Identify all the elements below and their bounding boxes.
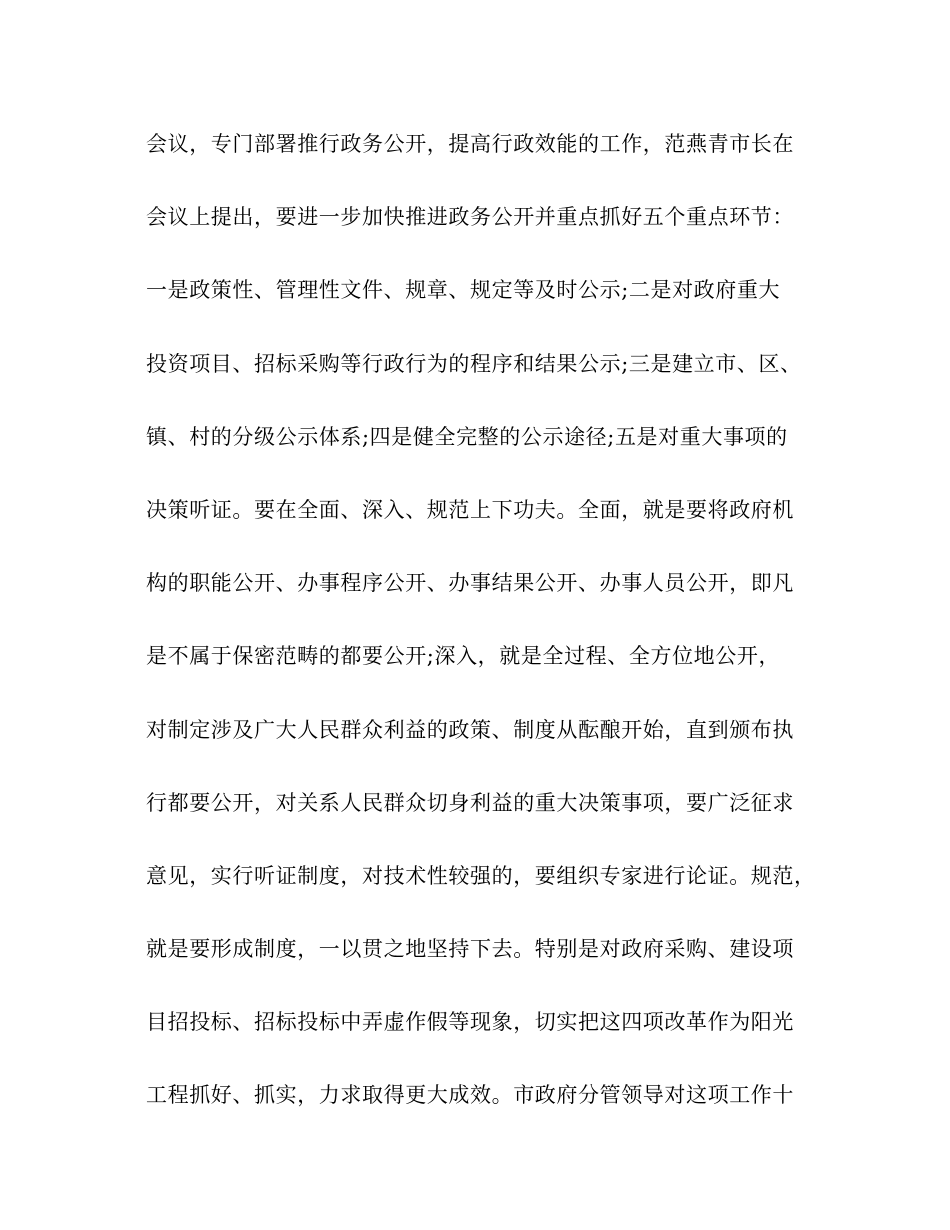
text-line: 构的职能公开、办事程序公开、办事结果公开、办事人员公开，即凡 (146, 571, 794, 596)
text-line: 一是政策性、管理性文件、规章、规定等及时公示;二是对政府重大 (146, 278, 781, 303)
text-line: 投资项目、招标采购等行政行为的程序和结果公示;三是建立市、区、 (146, 351, 802, 376)
text-line: 会议上提出，要进一步加快推进政务公开并重点抓好五个重点环节： (146, 205, 794, 230)
text-line: 意见，实行听证制度，对技术性较强的，要组织专家进行论证。规范， (146, 863, 816, 888)
text-line: 目招投标、招标投标中弄虚作假等现象，切实把这四项改革作为阳光 (146, 1010, 794, 1035)
text-line: 就是要形成制度，一以贯之地坚持下去。特别是对政府采购、建设项 (146, 937, 794, 962)
text-line: 会议，专门部署推行政务公开，提高行政效能的工作，范燕青市长在 (146, 132, 794, 156)
text-line: 镇、村的分级公示体系;四是健全完整的公示途径;五是对重大事项的 (146, 424, 788, 449)
body-text (146, 128, 826, 1153)
text-line: 决策听证。要在全面、深入、规范上下功夫。全面，就是要将政府机 (146, 497, 794, 522)
text-line: 对制定涉及广大人民群众利益的政策、制度从酝酿开始，直到颁布执 (146, 717, 794, 742)
text-line: 行都要公开，对关系人民群众切身利益的重大决策事项，要广泛征求 (146, 790, 794, 815)
text-line: 是不属于保密范畴的都要公开;深入，就是全过程、全方位地公开， (146, 644, 781, 669)
text-line: 工程抓好、抓实，力求取得更大成效。市政府分管领导对这项工作十 (146, 1083, 794, 1108)
